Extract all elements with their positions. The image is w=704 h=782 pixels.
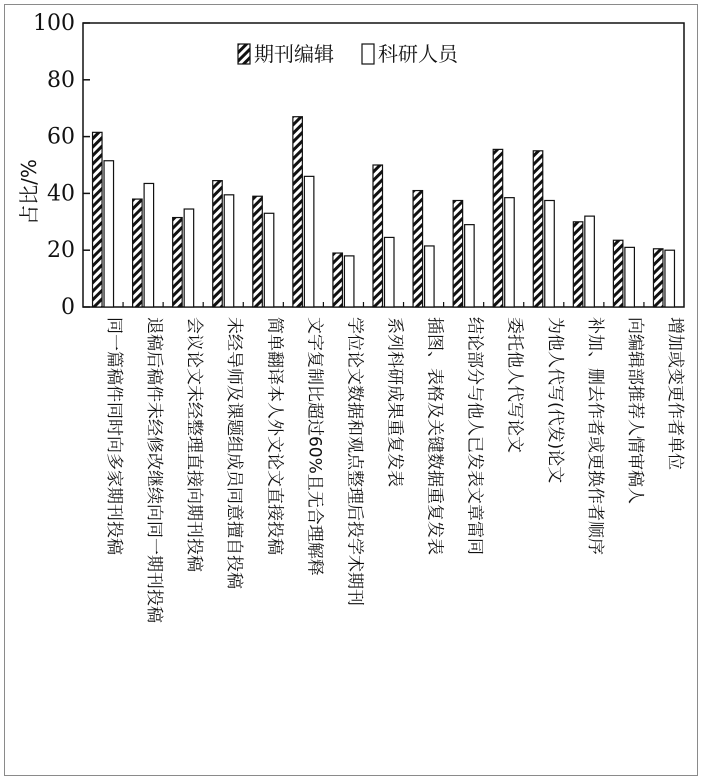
x-category-label: 增加或变更作者单位 [664,317,685,470]
bar-series-2-15 [665,250,675,307]
legend-swatch-series-2 [362,44,374,64]
bar-series-1-2 [133,199,143,307]
bar-series-1-7 [333,253,343,307]
y-tick-label: 20 [47,238,75,264]
y-tick-label: 100 [33,11,75,36]
x-category-label: 同一篇稿件同时向多家期刊投稿 [104,317,125,555]
x-category-label: 系列科研成果重复发表 [384,317,405,487]
bar-series-2-7 [344,256,354,307]
legend-label-series-2: 科研人员 [378,42,458,66]
bar-series-2-8 [385,237,395,307]
bar-series-1-11 [493,149,503,307]
bar-series-1-12 [533,151,543,307]
x-category-label: 简单翻译本人外文论文直接投稿 [264,317,285,555]
bar-series-2-14 [625,247,635,307]
bar-series-1-5 [253,196,262,307]
legend [238,42,460,66]
x-category-label: 插图、表格及关键数据重复发表 [424,317,445,555]
bar-series-2-2 [144,183,154,307]
x-category-label: 会议论文未经整理直接向期刊投稿 [184,317,205,572]
bar-series-1-3 [173,218,183,307]
bar-series-1-10 [453,201,463,308]
bar-series-2-10 [465,225,475,307]
x-category-label: 学位论文数据和观点整理后投学术期刊 [344,317,365,606]
x-category-label: 委托他人代写论文 [504,317,525,453]
bar-series-2-4 [224,195,234,307]
x-category-label: 结论部分与他人已发表文章雷同 [464,317,485,555]
bar-series-2-6 [304,176,314,307]
bar-series-1-6 [293,117,303,307]
bar-series-1-9 [413,191,423,307]
bar-series-1-15 [653,249,663,307]
bar-series-1-1 [93,132,103,307]
x-category-label: 未经导师及课题组成员同意擅自投稿 [224,317,245,589]
legend-swatch-series-1 [238,44,250,64]
bar-series-2-13 [585,216,595,307]
bar-series-2-11 [505,198,515,307]
bar-series-2-1 [104,161,114,307]
y-tick-label: 60 [47,124,75,150]
x-category-label: 补加、删去作者或更换作者顺序 [584,317,605,555]
bar-series-1-14 [613,240,623,307]
y-tick-label: 40 [47,181,75,207]
bar-series-2-5 [264,213,274,307]
x-category-label: 退稿后稿件未经修改继续向同一期刊投稿 [144,317,165,623]
x-category-label: 文字复制比超过60%且无合理解释 [304,317,325,576]
bar-series-1-13 [573,222,583,307]
x-category-label: 向编辑部推荐人情审稿人 [624,317,645,504]
y-axis-label: 占比/% [17,159,41,225]
y-tick-label: 0 [61,295,75,320]
bar-series-2-9 [425,246,435,307]
y-tick-label: 80 [47,67,75,93]
bar-series-1-8 [373,165,383,307]
bar-series-1-4 [213,181,223,307]
legend-label-series-1: 期刊编辑 [254,42,334,66]
bar-series-2-3 [184,209,194,307]
bar-series-2-12 [545,201,555,308]
x-category-label: 为他人代写(代发)论文 [544,317,565,484]
